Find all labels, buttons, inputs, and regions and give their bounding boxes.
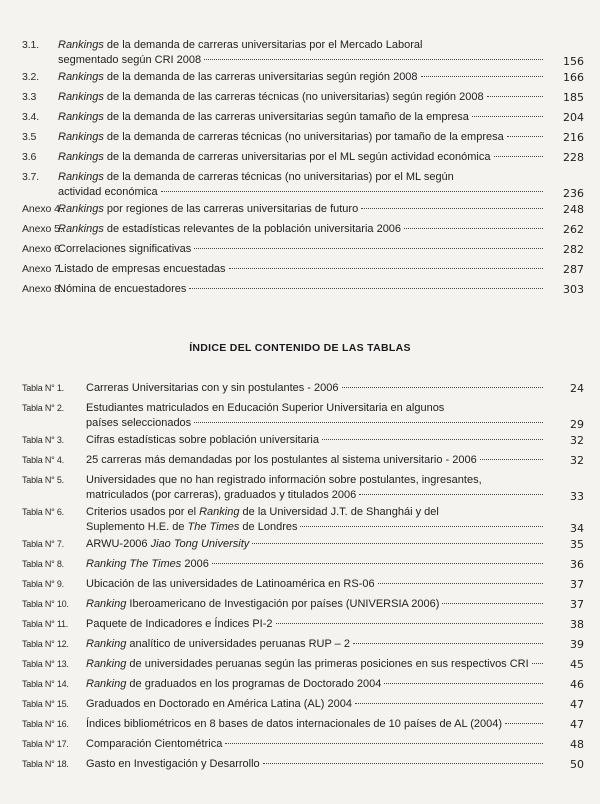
page-number: 287 (563, 263, 584, 276)
page-number: 228 (563, 151, 584, 164)
entry-number: Tabla N° 3. (22, 435, 64, 445)
toc-entry (0, 453, 600, 473)
page-number: 38 (570, 618, 584, 631)
page-number: 248 (563, 203, 584, 216)
page-number: 32 (570, 454, 584, 467)
toc-entry (0, 38, 600, 70)
entry-title: Rankings de la demanda de carreras técnicas (no universitarias) por tamaño de la empresa (58, 130, 546, 145)
entry-title: Listado de empresas encuestadas (58, 262, 546, 277)
page-number: 39 (570, 638, 584, 651)
toc-entry (0, 242, 600, 262)
entry-number: Tabla N° 1. (22, 383, 64, 393)
leader-dots (378, 583, 543, 584)
entry-number: 3.4. (22, 111, 40, 123)
toc-entry (0, 505, 600, 537)
entry-title: Criterios usados por el Ranking de la Universidad J.T. de Shanghái y del Suplemento H.E. de The Times de Londres (86, 505, 546, 535)
entry-number: Anexo 7. (22, 263, 63, 275)
leader-dots (263, 763, 543, 764)
toc-entry (0, 557, 600, 577)
leader-dots (212, 563, 543, 564)
toc-entry (0, 222, 600, 242)
entry-title: Rankings de la demanda de carreras técnicas (no universitarias) por el ML según actividad económica (58, 170, 546, 200)
leader-dots (252, 543, 543, 544)
entry-number: Anexo 5. (22, 223, 63, 235)
entry-title: Gasto en Investigación y Desarrollo (86, 757, 546, 772)
entry-number: Tabla N° 4. (22, 455, 64, 465)
toc-entry (0, 737, 600, 757)
entry-title: Cifras estadísticas sobre población universitaria (86, 433, 546, 448)
toc-entry (0, 657, 600, 677)
toc-entry (0, 282, 600, 302)
entry-number: Tabla N° 12. (22, 639, 69, 649)
page-number: 48 (570, 738, 584, 751)
entry-number: Tabla N° 14. (22, 679, 69, 689)
entry-title: Rankings de estadísticas relevantes de la población universitaria 2006 (58, 222, 546, 237)
entry-title: Ubicación de las universidades de Latinoamérica en RS-06 (86, 577, 546, 592)
page-number: 216 (563, 131, 584, 144)
page-number: 204 (563, 111, 584, 124)
toc-entry (0, 697, 600, 717)
page-number: 303 (563, 283, 584, 296)
toc-entry (0, 90, 600, 110)
entry-title: Rankings de la demanda de carreras universitarias por el Mercado Laboral segmentado según CRI 2008 (58, 38, 546, 68)
leader-dots (342, 387, 543, 388)
leader-dots (384, 683, 543, 684)
entry-title: Correlaciones significativas (58, 242, 546, 257)
leader-dots (161, 191, 543, 192)
leader-dots (353, 643, 543, 644)
toc-entry (0, 537, 600, 557)
toc-entry (0, 110, 600, 130)
entry-title: Graduados en Doctorado en América Latina (AL) 2004 (86, 697, 546, 712)
entry-title: Ranking Iberoamericano de Investigación por países (UNIVERSIA 2006) (86, 597, 546, 612)
entry-number: Tabla N° 13. (22, 659, 69, 669)
page-number: 47 (570, 698, 584, 711)
page-number: 236 (563, 187, 584, 200)
entry-title: Rankings de la demanda de las carreras universitarias según tamaño de la empresa (58, 110, 546, 125)
leader-dots (507, 136, 543, 137)
page-number: 166 (563, 71, 584, 84)
page-number: 32 (570, 434, 584, 447)
entry-number: Tabla N° 15. (22, 699, 69, 709)
page-number: 47 (570, 718, 584, 731)
entry-title: Comparación Cientométrica (86, 737, 546, 752)
leader-dots (229, 268, 543, 269)
toc-entry (0, 70, 600, 90)
toc-entry (0, 617, 600, 637)
entry-number: Tabla N° 6. (22, 507, 64, 517)
entry-number: 3.1. (22, 39, 40, 51)
leader-dots (421, 76, 543, 77)
page-number: 45 (570, 658, 584, 671)
leader-dots (404, 228, 543, 229)
toc-list (0, 38, 600, 302)
leader-dots (322, 439, 543, 440)
toc-entry (0, 170, 600, 202)
entry-number: Tabla N° 8. (22, 559, 64, 569)
entry-number: Anexo 8. (22, 283, 63, 295)
entry-number: Anexo 6. (22, 243, 63, 255)
leader-dots (442, 603, 543, 604)
toc-entry (0, 381, 600, 401)
entry-number: 3.7. (22, 171, 40, 183)
entry-title: Ranking de universidades peruanas según las primeras posiciones en sus respectivos CRI (86, 657, 546, 672)
entry-title: ARWU-2006 Jiao Tong University (86, 537, 546, 552)
entry-number: Anexo 4. (22, 203, 63, 215)
toc-entry (0, 597, 600, 617)
leader-dots (472, 116, 543, 117)
entry-number: 3.2. (22, 71, 40, 83)
toc-entry (0, 677, 600, 697)
page-number: 29 (570, 418, 584, 431)
entry-title: Paquete de Indicadores e Índices PI-2 (86, 617, 546, 632)
entry-number: 3.5 (22, 131, 37, 143)
entry-number: Tabla N° 11. (22, 619, 69, 629)
entry-title: Estudiantes matriculados en Educación Superior Universitaria en algunos países seleccionados (86, 401, 546, 431)
leader-dots (189, 288, 543, 289)
page-number: 262 (563, 223, 584, 236)
toc-entry (0, 637, 600, 657)
toc-entry (0, 717, 600, 737)
toc-entry (0, 401, 600, 433)
leader-dots (487, 96, 543, 97)
page-number: 282 (563, 243, 584, 256)
page-number: 35 (570, 538, 584, 551)
entry-number: Tabla N° 5. (22, 475, 64, 485)
entry-title: Ranking de graduados en los programas de Doctorado 2004 (86, 677, 546, 692)
entry-title: Ranking analítico de universidades peruanas RUP – 2 (86, 637, 546, 652)
page-number: 37 (570, 598, 584, 611)
page-number: 33 (570, 490, 584, 503)
entry-number: Tabla N° 7. (22, 539, 64, 549)
entry-number: Tabla N° 9. (22, 579, 64, 589)
entry-number: 3.3 (22, 91, 37, 103)
page-number: 34 (570, 522, 584, 535)
toc-entry (0, 202, 600, 222)
toc-entry (0, 433, 600, 453)
leader-dots (355, 703, 543, 704)
entry-number: Tabla N° 17. (22, 739, 69, 749)
leader-dots (194, 422, 543, 423)
leader-dots (276, 623, 543, 624)
entry-number: Tabla N° 10. (22, 599, 69, 609)
leader-dots (300, 526, 543, 527)
page-number: 36 (570, 558, 584, 571)
entry-number: Tabla N° 16. (22, 719, 69, 729)
entry-title: Rankings de la demanda de las carreras técnicas (no universitarias) según región 2008 (58, 90, 546, 105)
toc-entry (0, 473, 600, 505)
leader-dots (480, 459, 543, 460)
entry-number: Tabla N° 2. (22, 403, 64, 413)
toc-entry (0, 757, 600, 777)
toc-entry (0, 577, 600, 597)
entry-title: Índices bibliométricos en 8 bases de datos internacionales de 10 países de AL (2004) (86, 717, 546, 732)
entry-number: 3.6 (22, 151, 37, 163)
leader-dots (505, 723, 543, 724)
tables-list (0, 381, 600, 777)
toc-figures-section (0, 38, 600, 302)
entry-title: Rankings de la demanda de las carreras universitarias según región 2008 (58, 70, 546, 85)
entry-title: Nómina de encuestadores (58, 282, 546, 297)
entry-title: 25 carreras más demandadas por los postulantes al sistema universitario - 2006 (86, 453, 546, 468)
entry-title: Ranking The Times 2006 (86, 557, 546, 572)
toc-tables-section (0, 381, 600, 777)
page-number: 156 (563, 55, 584, 68)
leader-dots (359, 494, 543, 495)
toc-entry (0, 130, 600, 150)
leader-dots (532, 663, 543, 664)
entry-number: Tabla N° 18. (22, 759, 69, 769)
page-number: 46 (570, 678, 584, 691)
entry-title: Universidades que no han registrado información sobre postulantes, ingresantes, matriculados (por carreras), graduados y titulados 2006 (86, 473, 546, 503)
section-heading: ÍNDICE DEL CONTENIDO DE LAS TABLAS (189, 342, 411, 354)
leader-dots (361, 208, 543, 209)
entry-title: Rankings por regiones de las carreras universitarias de futuro (58, 202, 546, 217)
page-number: 185 (563, 91, 584, 104)
leader-dots (494, 156, 544, 157)
toc-entry (0, 150, 600, 170)
entry-title: Rankings de la demanda de carreras universitarias por el ML según actividad económica (58, 150, 546, 165)
page-number: 37 (570, 578, 584, 591)
toc-entry (0, 262, 600, 282)
leader-dots (194, 248, 543, 249)
leader-dots (204, 59, 543, 60)
entry-title: Carreras Universitarias con y sin postulantes - 2006 (86, 381, 546, 396)
leader-dots (225, 743, 543, 744)
page-number: 24 (570, 382, 584, 395)
page-number: 50 (570, 758, 584, 771)
